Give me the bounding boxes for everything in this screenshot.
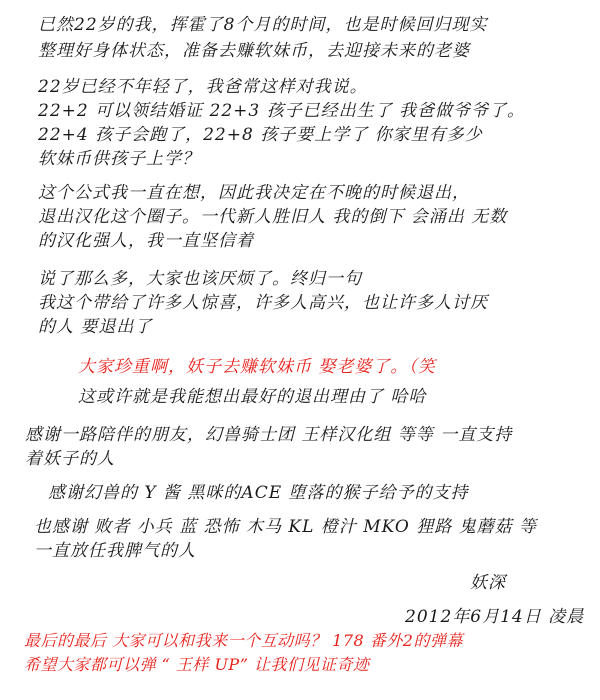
- text-line: 一直放任我脾气的人: [34, 541, 196, 561]
- text-line: 已然22岁的我，挥霍了8个月的时间，也是时候回归现实: [38, 15, 488, 35]
- text-line: 的人 要退出了: [38, 317, 153, 337]
- text-line: 感谢幻兽的 Y 酱 黑咪的ACE 堕落的猴子给予的支持: [48, 483, 469, 503]
- text-line: 整理好身体状态，准备去赚软妹币，去迎接未来的老婆: [38, 41, 470, 61]
- closing-request-line: 希望大家都可以弹 “ 王样 UP” 让我们见证奇迹: [24, 655, 370, 674]
- text-line: 的汉化强人，我一直坚信着: [38, 231, 254, 251]
- text-line: 这或许就是我能想出最好的退出理由了 哈哈: [78, 387, 427, 407]
- closing-request-line: 最后的最后 大家可以和我来一个互动吗？ 178 番外2的弹幕: [24, 631, 463, 650]
- text-line: 退出汉化这个圈子。一代新人胜旧人 我的倒下 会涌出 无数: [38, 207, 508, 227]
- date-line: 2012年6月14日 凌晨: [405, 607, 585, 627]
- text-line: 说了那么多，大家也该厌烦了。终归一句: [38, 269, 362, 289]
- text-line: 着妖子的人: [25, 449, 115, 469]
- text-line: 软妹币供孩子上学？: [38, 149, 200, 169]
- highlight-line: 大家珍重啊，妖子去赚软妹币 娶老婆了。（笑: [78, 357, 436, 377]
- text-line: 22+2 可以领结婚证 22+3 孩子已经出生了 我爸做爷爷了。: [38, 101, 525, 121]
- text-line: 我这个带给了许多人惊喜，许多人高兴，也让许多人讨厌: [38, 293, 488, 313]
- text-line: 这个公式我一直在想，因此我决定在不晚的时候退出，: [38, 183, 470, 203]
- signature: 妖深: [470, 573, 506, 593]
- text-line: 感谢一路陪伴的朋友，幻兽骑士团 王样汉化组 等等 一直支持: [25, 425, 513, 445]
- text-line: 22岁已经不年轻了，我爸常这样对我说。: [38, 77, 368, 97]
- text-line: 也感谢 败者 小兵 蓝 恐怖 木马 KL 橙汁 MKO 狸路 鬼蘑菇 等: [34, 517, 538, 537]
- text-line: 22+4 孩子会跑了，22+8 孩子要上学了 你家里有多少: [38, 125, 483, 145]
